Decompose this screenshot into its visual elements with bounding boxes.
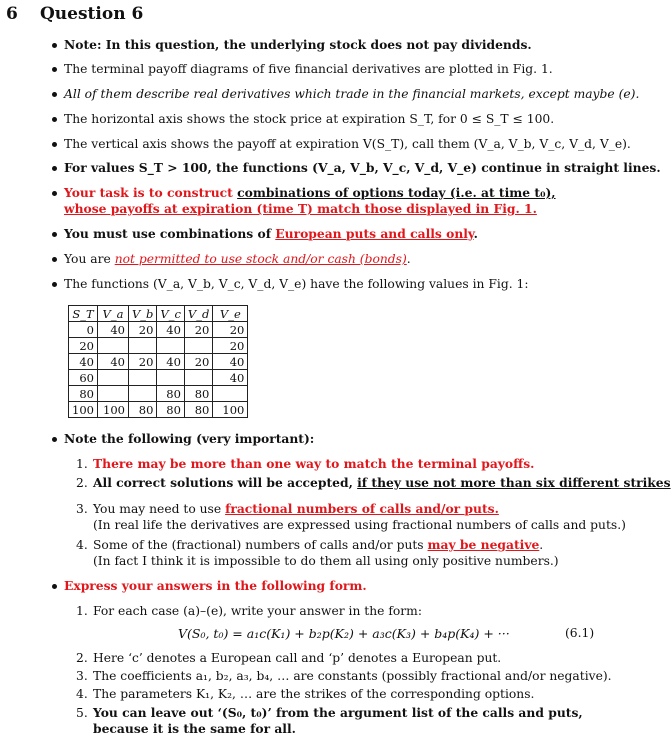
table-header: V_e [213, 306, 248, 322]
highlight-text: fractional numbers of calls and/or puts. [225, 501, 499, 516]
table-cell [129, 370, 157, 386]
task-underlined: combinations of options today (i.e. at time t₀), [237, 185, 556, 200]
table-cell: 40 [157, 354, 185, 370]
highlight-text: may be negative [427, 537, 540, 552]
table-header-row [69, 306, 248, 322]
bullet-text: You are [64, 252, 115, 266]
table-header: V_a [98, 306, 129, 322]
note-4-sub: (In fact I think it is impossible to do them all using only positive numbers.) [93, 554, 559, 568]
task-text: Your task is to construct [64, 185, 238, 200]
bullet-text: You must use combinations of [64, 226, 276, 241]
table-cell: 20 [129, 322, 157, 338]
table-cell [129, 338, 157, 354]
table-cell [184, 370, 212, 386]
section-title: Question 6 [40, 4, 144, 24]
section-number: 6 [6, 4, 18, 24]
section-heading [6, 4, 143, 24]
table-row [69, 354, 248, 370]
table-cell: 20 [213, 322, 248, 338]
form-text: You can leave out ‘(S₀, t₀)’ from the argument list of the calls and puts, [93, 705, 583, 720]
table-header: V_d [184, 306, 212, 322]
bullet-text: The vertical axis shows the payoff at expiration V(S_T), call them (V_a, V_b, V_c, V_d, V_e). [64, 137, 631, 151]
table-cell [98, 338, 129, 354]
table-cell: 80 [184, 402, 212, 418]
table-cell [213, 386, 248, 402]
table-cell: 20 [184, 322, 212, 338]
table-cell: 100 [213, 402, 248, 418]
values-table [68, 305, 248, 418]
table-cell: 80 [69, 386, 98, 402]
table-cell: 40 [213, 354, 248, 370]
table-cell: 20 [69, 338, 98, 354]
table-header: S_T [69, 306, 98, 322]
table-cell: 80 [157, 386, 185, 402]
equation-label: (6.1) [565, 626, 595, 640]
bullet-text: The functions (V_a, V_b, V_c, V_d, V_e) have the following values in Fig. 1: [64, 277, 529, 291]
bullet-text: Note the following (very important): [64, 431, 315, 446]
table-cell: 20 [184, 354, 212, 370]
form-text: The coefficients a₁, b₂, a₃, b₄, … are constants (possibly fractional and/or negative). [93, 669, 612, 683]
bullet-text: All of them describe real derivatives which trade in the financial markets, except maybe (e). [64, 87, 640, 101]
table-cell [98, 370, 129, 386]
table-row [69, 338, 248, 354]
table-row [69, 386, 248, 402]
form-text: Here ‘c’ denotes a European call and ‘p’ denotes a European put. [93, 651, 502, 665]
form-text: For each case (a)–(e), write your answer in the form: [93, 604, 422, 618]
table-cell: 40 [98, 354, 129, 370]
equation: V(S₀, t₀) = a₁c(K₁) + b₂p(K₂) + a₃c(K₃) + b₄p(K₄) + ··· [178, 626, 510, 641]
table-cell: 80 [129, 402, 157, 418]
table-row [69, 322, 248, 338]
bullet-text: Note: In this question, the underlying stock does not pay dividends. [64, 37, 532, 52]
note-underlined: if they use not more than six different strikes [357, 475, 671, 490]
table-cell [157, 338, 185, 354]
table-cell: 0 [69, 322, 98, 338]
table-cell: 100 [69, 402, 98, 418]
table-cell: 40 [98, 322, 129, 338]
table-header: V_c [157, 306, 185, 322]
bullet-text: The horizontal axis shows the stock price at expiration S_T, for 0 ≤ S_T ≤ 100. [64, 112, 555, 126]
note-text: Some of the (fractional) numbers of calls and/or puts [93, 538, 428, 552]
note-text: You may need to use [93, 502, 226, 516]
bullet-text: For values S_T > 100, the functions (V_a, V_b, V_c, V_d, V_e) continue in straight lines. [64, 160, 661, 175]
table-cell [184, 338, 212, 354]
table-cell: 20 [213, 338, 248, 354]
bullet-text: Express your answers in the following form. [64, 578, 367, 593]
table-cell: 40 [157, 322, 185, 338]
table-cell: 40 [69, 354, 98, 370]
note-text: There may be more than one way to match the terminal payoffs. [93, 456, 535, 471]
task-text-line2: whose payoffs at expiration (time T) match those displayed in Fig. 1. [64, 201, 537, 216]
table-cell: 60 [69, 370, 98, 386]
table-cell: 80 [184, 386, 212, 402]
table-cell: 20 [129, 354, 157, 370]
table-cell: 40 [213, 370, 248, 386]
highlight-text: European puts and calls only [275, 226, 474, 241]
note-text: All correct solutions will be accepted, [93, 475, 358, 490]
form-item-5-line2: because it is the same for all. [93, 721, 296, 736]
note-3-sub: (In real life the derivatives are expressed using fractional numbers of calls and puts.) [93, 518, 626, 532]
table-cell: 100 [98, 402, 129, 418]
table-cell [157, 370, 185, 386]
table-row [69, 402, 248, 418]
form-text: The parameters K₁, K₂, … are the strikes of the corresponding options. [93, 687, 535, 701]
table-row [69, 370, 248, 386]
highlight-text: not permitted to use stock and/or cash (bonds) [114, 252, 407, 266]
table-cell [129, 386, 157, 402]
table-cell: 80 [157, 402, 185, 418]
bullet-text: The terminal payoff diagrams of five financial derivatives are plotted in Fig. 1. [64, 62, 553, 76]
table-cell [98, 386, 129, 402]
table-header: V_b [129, 306, 157, 322]
